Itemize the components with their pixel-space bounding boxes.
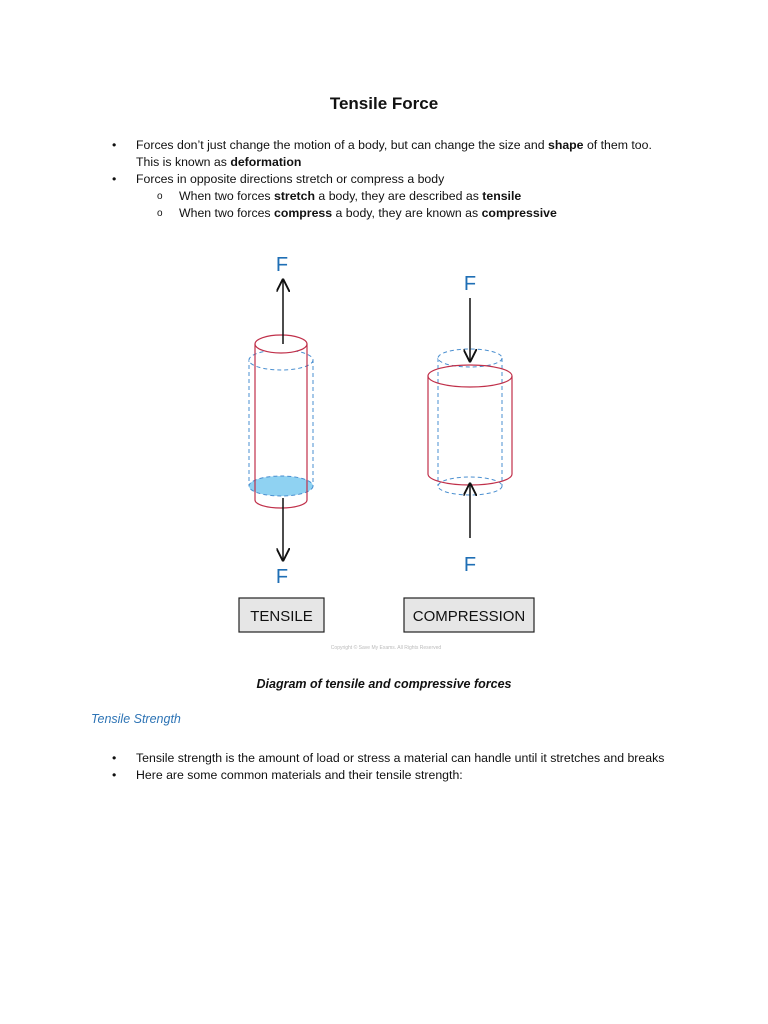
text-run: a body, they are known as [332, 206, 482, 220]
tensile-cylinder [249, 254, 313, 588]
tensile-original-outline [249, 360, 313, 486]
copyright-text: Copyright © Save My Exams. All Rights Reserved [330, 645, 442, 651]
bullet-item [112, 137, 672, 171]
sub-bullet-item [157, 188, 672, 205]
compression-force-top-label: F [463, 273, 477, 295]
sub-bullet-item [157, 205, 672, 222]
text-run: Tensile strength is the amount of load or stress a material can handle until it stretches and breaks [136, 751, 665, 765]
section-subheading: Tensile Strength [91, 712, 181, 726]
tensile-strength-bullet-list [112, 750, 672, 784]
bold-term: stretch [274, 189, 316, 203]
compression-top-ellipse [428, 365, 512, 387]
intro-bullet-list [112, 137, 672, 222]
text-run: Forces don’t just change the motion of a body, but can change the size and [136, 138, 548, 152]
tensile-top-ellipse [255, 335, 307, 353]
text-run: Forces in opposite directions stretch or compress a body [136, 172, 445, 186]
text-run: a body, they are described as [315, 189, 483, 203]
compression-cylinder [428, 273, 512, 576]
page-title: Tensile Force [329, 94, 439, 113]
tensile-force-bottom-label: F [275, 566, 289, 588]
text-run: Here are some common materials and their tensile strength: [136, 768, 463, 782]
bullet-item [112, 750, 672, 767]
text-run: When two forces [179, 206, 274, 220]
bold-term: deformation [230, 155, 302, 169]
bullet-item [112, 171, 672, 222]
bold-term: shape [547, 138, 584, 152]
bold-term: compress [274, 206, 333, 220]
bullet-item [112, 767, 672, 784]
diagram-caption: Diagram of tensile and compressive forces [256, 677, 512, 691]
bold-term: tensile [482, 189, 522, 203]
sub-bullet-list [157, 188, 672, 222]
compression-label: COMPRESSION [412, 608, 526, 625]
bold-term: compressive [481, 206, 557, 220]
tensile-force-top-label: F [275, 254, 289, 276]
tensile-label: TENSILE [250, 608, 313, 625]
tensile-compression-diagram [228, 248, 548, 658]
text-run: When two forces [179, 189, 274, 203]
compression-force-bottom-label: F [463, 554, 477, 576]
tensile-base-ellipse [249, 476, 313, 496]
text-run: of them too. This is known as [136, 138, 652, 169]
